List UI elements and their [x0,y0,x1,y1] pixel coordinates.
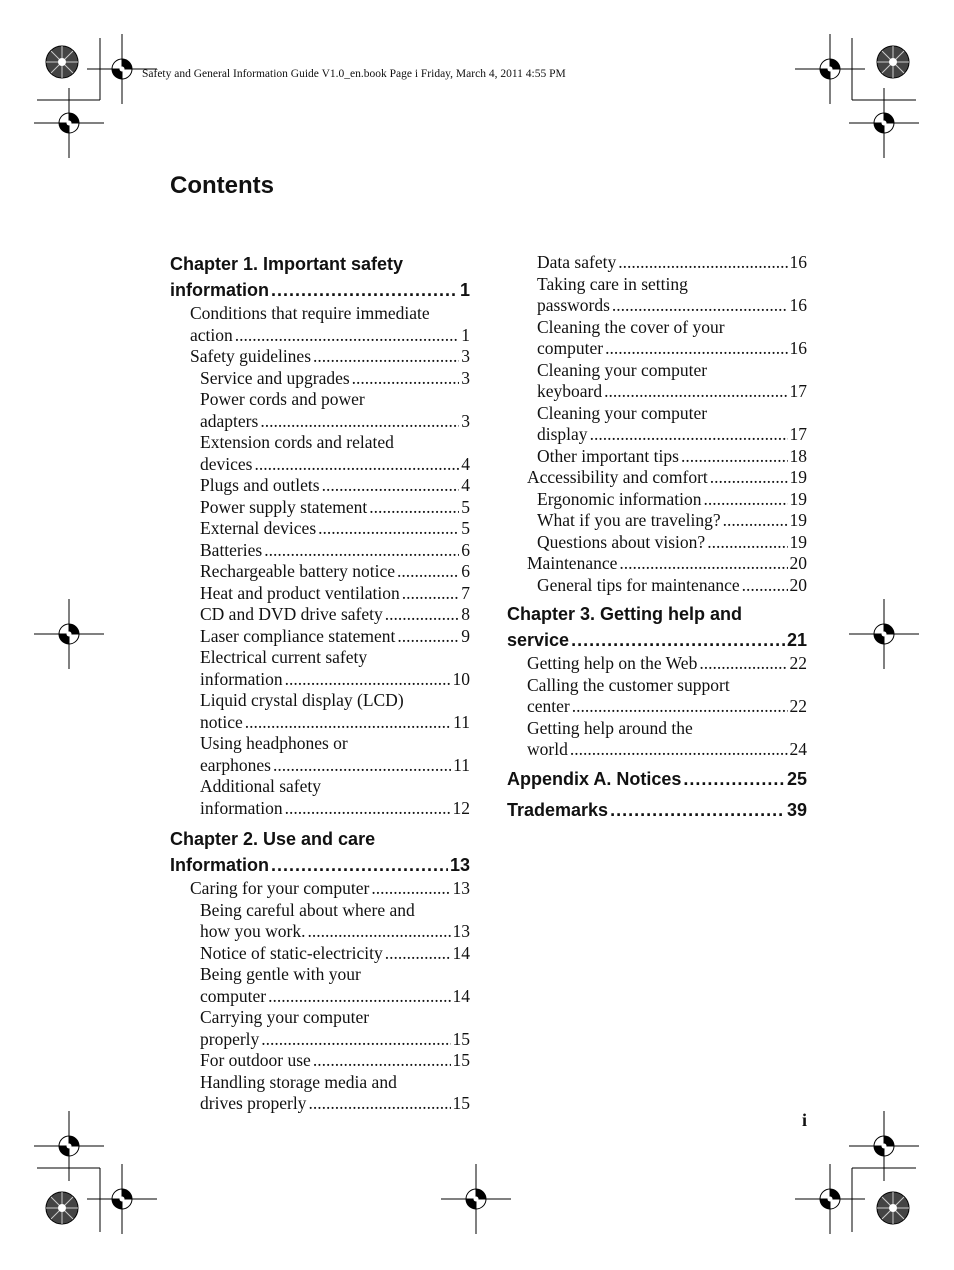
toc-entry-page: 14 [452,942,470,963]
toc-entry-title: Safety guidelines [190,346,312,366]
toc-entry-page: 17 [789,424,807,444]
toc-entry-page: 4 [461,453,470,474]
toc-entry-title: Rechargeable battery notice [200,561,395,581]
toc-entry-page: 20 [789,574,807,595]
toc-entry-page: 19 [789,467,807,487]
toc-entry-title: General tips for maintenance [537,574,740,595]
registration-crosshair-icon [87,1164,157,1234]
chapter-3-title-line2: service [507,629,570,650]
chapter-3-title-line1: Chapter 3. Getting help and [507,604,743,624]
toc-entry-page: 22 [789,653,807,673]
starburst-target-icon [44,1190,80,1226]
toc-entry-page: 16 [789,338,807,358]
toc-entry-title-line1: Handling storage media and [200,1071,397,1092]
toc-entry-page: 11 [453,754,470,775]
toc-entry-page: 16 [789,252,807,272]
appendix-a-title: Appendix A. Notices [507,768,682,789]
chapter-1-page: 1 [459,279,470,300]
toc-entry-title: CD and DVD drive safety [200,604,383,624]
toc-entry-page: 14 [452,985,470,1006]
chapter-2-title-line2: Information [170,854,269,875]
toc-entry-page: 17 [789,381,807,401]
toc-entry-page: 19 [789,510,807,530]
toc-entry-title: adapters [200,410,259,431]
starburst-target-icon [44,44,80,80]
toc-entry-title-line1: Cleaning your computer [537,359,708,380]
toc-entry-title: action [190,324,233,345]
trademarks-title: Trademarks [507,800,609,820]
toc-entry-title: drives properly [200,1093,307,1113]
toc-entry-title-line1: Calling the customer support [527,674,730,695]
toc-entry-page: 16 [789,295,807,315]
toc-entry-title: world [527,739,568,759]
chapter-2-page: 13 [449,854,470,875]
toc-entry-page: 4 [461,475,470,495]
toc-entry-page: 19 [789,488,807,509]
toc-entry-title: computer [200,985,267,1006]
toc-entry-title-line1: Electrical current safety [200,647,368,667]
toc-entry-title-line1: Cleaning the cover of your [537,316,725,337]
toc-entry-page: 6 [461,561,470,581]
toc-entry-page: 6 [461,539,470,560]
toc-entry-page: 9 [461,625,470,646]
page-number: i [802,1110,808,1130]
toc-entry-title: keyboard [537,381,603,401]
toc-entry-title: computer [537,338,604,358]
toc-entry-page: 3 [461,410,470,431]
toc-entry-page: 1 [461,324,470,345]
toc-entry-title: passwords [537,295,610,315]
registration-crosshair-icon [34,599,104,669]
toc-entry-title-line1: Power cords and power [200,389,365,409]
toc-entry-title: Ergonomic information [537,488,702,509]
appendix-a-page: 25 [786,768,807,789]
toc-entry-page: 3 [461,367,470,388]
toc-entry-title: center [527,696,570,716]
toc-entry-page: 20 [789,553,807,573]
toc-entry-title: What if you are traveling? [537,510,721,530]
toc-entry-title: Batteries [200,539,263,560]
chapter-3-page: 21 [786,629,807,650]
toc-entry-page: 24 [789,739,807,759]
toc-entry-title: For outdoor use [200,1050,311,1070]
toc-entry-title: Other important tips [537,445,679,466]
toc-entry-title-line1: Taking care in setting [537,273,688,294]
toc-entry-title: Maintenance [527,553,618,573]
toc-entry-page: 7 [461,582,470,603]
toc-entry-page: 10 [452,668,470,689]
toc-entry-title: Caring for your computer [190,878,370,898]
trademarks-page: 39 [786,800,807,820]
print-header: Safety and General Information Guide V1.0_en.book Page i Friday, March 4, 2011 4:55 PM [142,68,566,80]
toc-entry-title: devices [200,453,253,474]
toc-entry-page: 3 [461,346,470,366]
toc-entry-title-line1: Using headphones or [200,733,348,753]
toc-entry-title: Notice of static-electricity [200,942,383,963]
toc-entry-title-line1: Being careful about where and [200,899,415,920]
toc-entry-title: Accessibility and comfort [527,467,708,487]
toc-entry-title-line1: Liquid crystal display (LCD) [200,690,404,710]
toc-entry-title: earphones [200,754,271,775]
starburst-target-icon [875,44,911,80]
toc-entry-title-line1: Conditions that require immediate [190,303,430,323]
toc-entry-page: 15 [452,1028,470,1049]
toc-entry-page: 22 [789,696,807,716]
toc-entry-title-line1: Additional safety [200,776,322,796]
toc-entry-title: notice [200,711,243,732]
toc-entry-page: 18 [789,445,807,466]
toc-entry-page: 13 [452,921,470,941]
chapter-1-title-line2: information [170,279,269,300]
toc-entry-page: 15 [452,1093,470,1113]
toc-entry-page: 11 [453,711,470,732]
toc-entry-title-line1: Getting help around the [527,717,693,738]
registration-crosshair-icon [849,88,919,158]
toc-entry-title: Questions about vision? [537,531,706,552]
registration-crosshair-icon [849,599,919,669]
registration-crosshair-icon [34,88,104,158]
starburst-target-icon [875,1190,911,1226]
toc-entry-title: Getting help on the Web [527,653,698,673]
page-title: Contents [170,172,274,199]
toc-entry-title: Laser compliance statement [200,625,396,646]
toc-entry-title-line1: Carrying your computer [200,1007,370,1027]
chapter-2-title-line1: Chapter 2. Use and care [170,829,376,849]
toc-entry-title: Power supply statement [200,496,368,517]
toc-entry-page: 12 [452,797,470,818]
toc-entry-title-line1: Extension cords and related [200,432,394,452]
toc-entry-title: properly [200,1028,260,1049]
chapter-1-title-line1: Chapter 1. Important safety [170,254,404,274]
toc-entry-title: Heat and product ventilation [200,582,400,603]
toc-entry-title: information [200,797,283,818]
toc-entry-page: 19 [789,531,807,552]
toc-entry-page: 5 [461,496,470,517]
toc-entry-title: display [537,424,588,444]
toc-entry-title: information [200,668,283,689]
toc-entry-title: Data safety [537,252,617,272]
toc-entry-title-line1: Cleaning your computer [537,402,708,423]
toc-entry-page: 13 [452,878,470,898]
registration-crosshair-icon [795,1164,865,1234]
toc-entry-title: External devices [200,518,317,538]
toc-entry-page: 15 [452,1050,470,1070]
toc-entry-page: 8 [461,604,470,624]
toc-entry-title: Plugs and outlets [200,475,320,495]
toc-entry-title: how you work. [200,921,306,941]
toc-entry-title-line1: Being gentle with your [200,964,361,984]
toc-entry-page: 5 [461,518,470,538]
registration-crosshair-icon [441,1164,511,1234]
toc-entry-title: Service and upgrades [200,367,350,388]
